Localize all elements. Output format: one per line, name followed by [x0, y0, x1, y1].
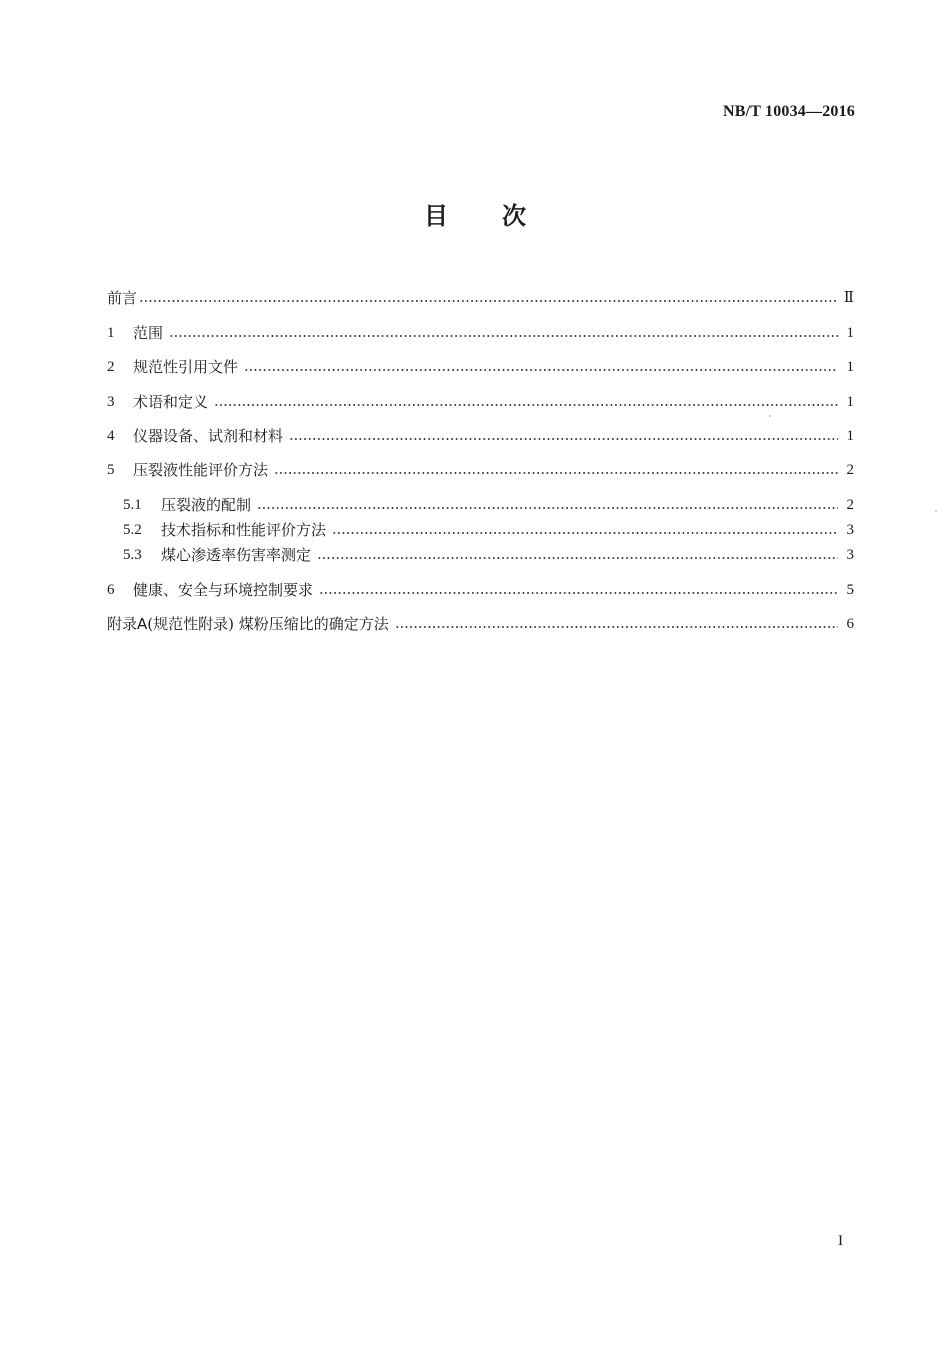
toc-entry-page: 1: [846, 428, 854, 444]
toc-entry-label: 前言: [107, 289, 138, 307]
toc-entry-page: 3: [846, 522, 854, 538]
toc-entry-5[interactable]: [107, 458, 854, 482]
toc-entry-label: (规范性附录) 煤粉压缩比的确定方法: [147, 615, 389, 633]
toc-entry-page: 1: [846, 394, 854, 410]
page-title: 目次: [424, 202, 580, 230]
toc-entry-1[interactable]: [107, 321, 854, 345]
leader-dots: [274, 458, 838, 482]
toc-entry-label: 压裂液的配制: [161, 496, 252, 514]
toc-entry-number: 3: [107, 394, 115, 410]
toc-entry-page: 1: [846, 359, 854, 375]
leader-dots: [139, 286, 838, 310]
leader-dots: [244, 355, 838, 379]
toc-entry-label: 规范性引用文件: [133, 358, 239, 376]
leader-dots: [214, 390, 838, 414]
leader-dots: [169, 321, 838, 345]
standard-code: NB/T 10034—2016: [722, 103, 855, 120]
leader-dots: [289, 424, 838, 448]
toc-entry-number: 4: [107, 428, 115, 444]
toc-entry-label: 仪器设备、试剂和材料: [133, 427, 284, 445]
toc-entry-label: 健康、安全与环境控制要求: [133, 581, 314, 599]
toc-entry-label: 压裂液性能评价方法: [133, 461, 269, 479]
toc-entry-label: 技术指标和性能评价方法: [161, 521, 327, 539]
toc-entry-number: 6: [107, 582, 115, 598]
toc-entry-number: 5: [107, 462, 115, 478]
scan-speck: [769, 415, 771, 417]
toc-entry-page: 3: [846, 547, 854, 563]
toc-entry-foreword[interactable]: [107, 286, 854, 310]
toc-entry-number: 2: [107, 359, 115, 375]
toc-entry-number: 5.2: [123, 522, 142, 538]
toc-entry-2[interactable]: [107, 355, 854, 379]
toc-entry-label: 煤心渗透率伤害率测定: [161, 546, 312, 564]
toc-entry-5-3[interactable]: [123, 543, 854, 567]
toc-entry-label: 范围: [133, 324, 164, 342]
leader-dots: [395, 612, 838, 636]
toc-entry-3[interactable]: [107, 390, 854, 414]
toc-entry-4[interactable]: [107, 424, 854, 448]
toc-entry-6[interactable]: [107, 578, 854, 602]
toc-entry-page: Ⅱ: [843, 290, 854, 306]
toc-entry-number: 5.3: [123, 547, 142, 563]
toc-entry-5-1[interactable]: [123, 493, 854, 517]
leader-dots: [332, 518, 838, 542]
toc-entry-number: 5.1: [123, 497, 142, 513]
toc-entry-appendix-a[interactable]: [107, 612, 854, 636]
toc-entry-page: 6: [846, 616, 854, 632]
leader-dots: [257, 493, 838, 517]
toc-entry-page: 1: [846, 325, 854, 341]
toc-entry-5-2[interactable]: [123, 518, 854, 542]
toc-entry-page: 2: [846, 462, 854, 478]
toc-entry-label: 术语和定义: [133, 393, 209, 411]
leader-dots: [319, 578, 838, 602]
leader-dots: [317, 543, 838, 567]
scan-speck: [935, 510, 937, 512]
toc-entry-page: 2: [846, 497, 854, 513]
toc-entry-page: 5: [846, 582, 854, 598]
toc-entry-number: 1: [107, 325, 115, 341]
toc-entry-number: 附录A: [107, 615, 148, 633]
page-number: I: [838, 1233, 843, 1249]
